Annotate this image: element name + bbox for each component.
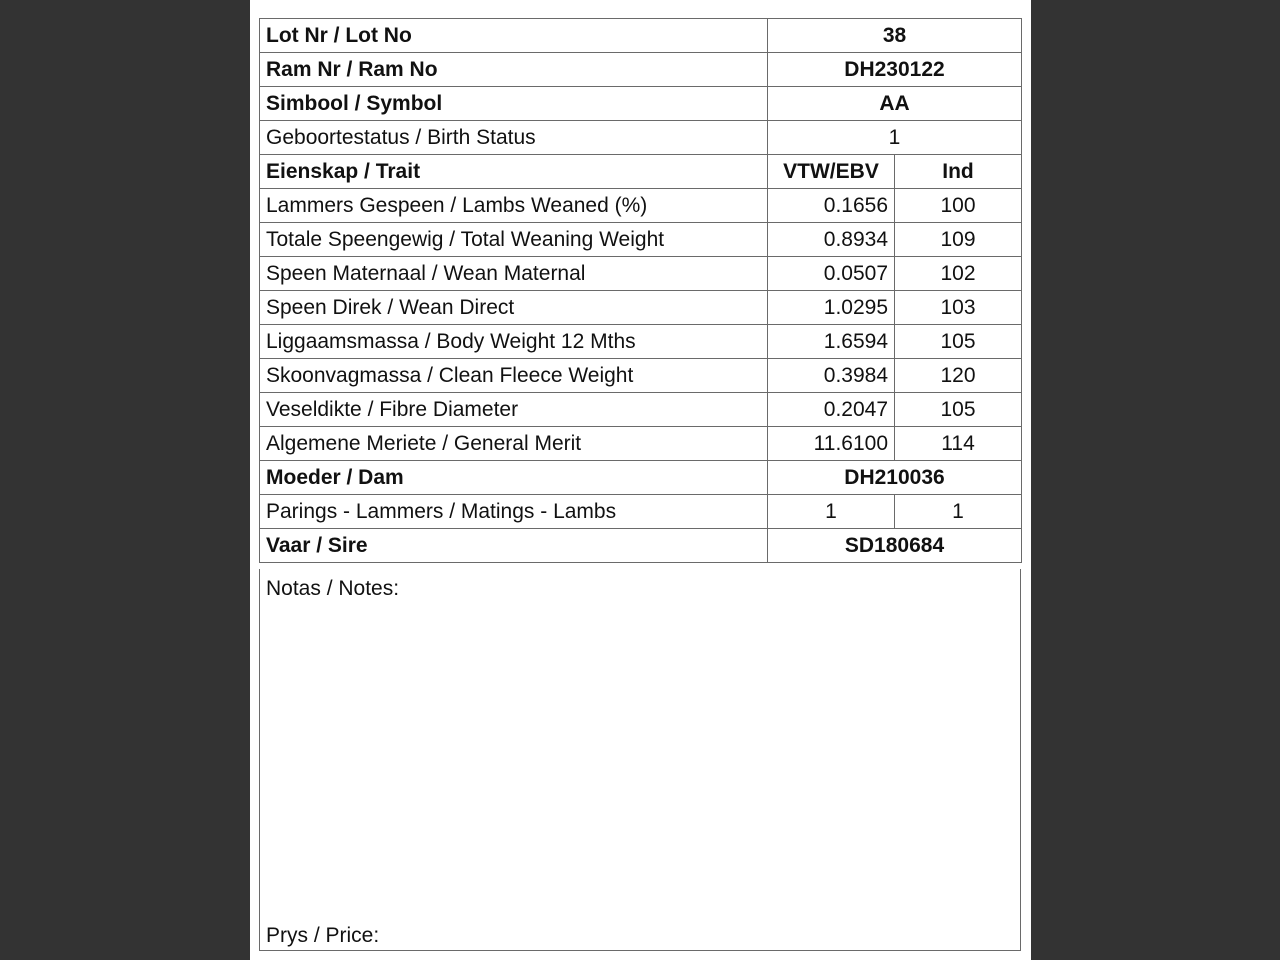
trait-row xyxy=(260,359,1022,393)
trait-name: Veseldikte / Fibre Diameter xyxy=(260,393,768,427)
trait-name: Algemene Meriete / General Merit xyxy=(260,427,768,461)
birth-status-value: 1 xyxy=(768,121,1022,155)
symbol-row xyxy=(260,87,1022,121)
trait-name: Totale Speengewig / Total Weaning Weight xyxy=(260,223,768,257)
ram-info-table xyxy=(259,18,1022,563)
trait-row xyxy=(260,427,1022,461)
trait-ind: 105 xyxy=(895,393,1022,427)
trait-ind: 103 xyxy=(895,291,1022,325)
ind-header: Ind xyxy=(895,155,1022,189)
trait-name: Lammers Gespeen / Lambs Weaned (%) xyxy=(260,189,768,223)
trait-header-row xyxy=(260,155,1022,189)
trait-ebv: 0.2047 xyxy=(768,393,895,427)
dam-row xyxy=(260,461,1022,495)
sire-label: Vaar / Sire xyxy=(260,529,768,563)
trait-row xyxy=(260,393,1022,427)
trait-ebv: 0.3984 xyxy=(768,359,895,393)
trait-row xyxy=(260,325,1022,359)
trait-ind: 109 xyxy=(895,223,1022,257)
trait-ind: 100 xyxy=(895,189,1022,223)
trait-header-label: Eienskap / Trait xyxy=(260,155,768,189)
sire-value: SD180684 xyxy=(768,529,1022,563)
lot-row xyxy=(260,19,1022,53)
symbol-label: Simbool / Symbol xyxy=(260,87,768,121)
matings-count: 1 xyxy=(768,495,895,529)
lot-sheet xyxy=(250,0,1031,960)
trait-row xyxy=(260,189,1022,223)
ram-value: DH230122 xyxy=(768,53,1022,87)
lot-value: 38 xyxy=(768,19,1022,53)
trait-row xyxy=(260,223,1022,257)
lambs-count: 1 xyxy=(895,495,1022,529)
trait-ebv: 1.0295 xyxy=(768,291,895,325)
ram-row xyxy=(260,53,1022,87)
dam-value: DH210036 xyxy=(768,461,1022,495)
price-label: Prys / Price: xyxy=(266,924,380,947)
trait-ebv: 1.6594 xyxy=(768,325,895,359)
trait-row xyxy=(260,257,1022,291)
trait-ebv: 0.0507 xyxy=(768,257,895,291)
trait-ebv: 0.8934 xyxy=(768,223,895,257)
trait-ind: 120 xyxy=(895,359,1022,393)
trait-ind: 114 xyxy=(895,427,1022,461)
ram-label: Ram Nr / Ram No xyxy=(260,53,768,87)
sire-row xyxy=(260,529,1022,563)
symbol-value: AA xyxy=(768,87,1022,121)
lot-label: Lot Nr / Lot No xyxy=(260,19,768,53)
trait-ind: 102 xyxy=(895,257,1022,291)
dam-label: Moeder / Dam xyxy=(260,461,768,495)
trait-name: Skoonvagmassa / Clean Fleece Weight xyxy=(260,359,768,393)
trait-ind: 105 xyxy=(895,325,1022,359)
birth-status-label: Geboortestatus / Birth Status xyxy=(260,121,768,155)
ebv-header: VTW/EBV xyxy=(768,155,895,189)
trait-ebv: 11.6100 xyxy=(768,427,895,461)
trait-name: Speen Direk / Wean Direct xyxy=(260,291,768,325)
trait-ebv: 0.1656 xyxy=(768,189,895,223)
birth-status-row xyxy=(260,121,1022,155)
notes-label: Notas / Notes: xyxy=(266,577,400,600)
trait-name: Speen Maternaal / Wean Maternal xyxy=(260,257,768,291)
matings-label: Parings - Lammers / Matings - Lambs xyxy=(260,495,768,529)
trait-name: Liggaamsmassa / Body Weight 12 Mths xyxy=(260,325,768,359)
notes-box xyxy=(259,569,1021,951)
trait-row xyxy=(260,291,1022,325)
matings-row xyxy=(260,495,1022,529)
